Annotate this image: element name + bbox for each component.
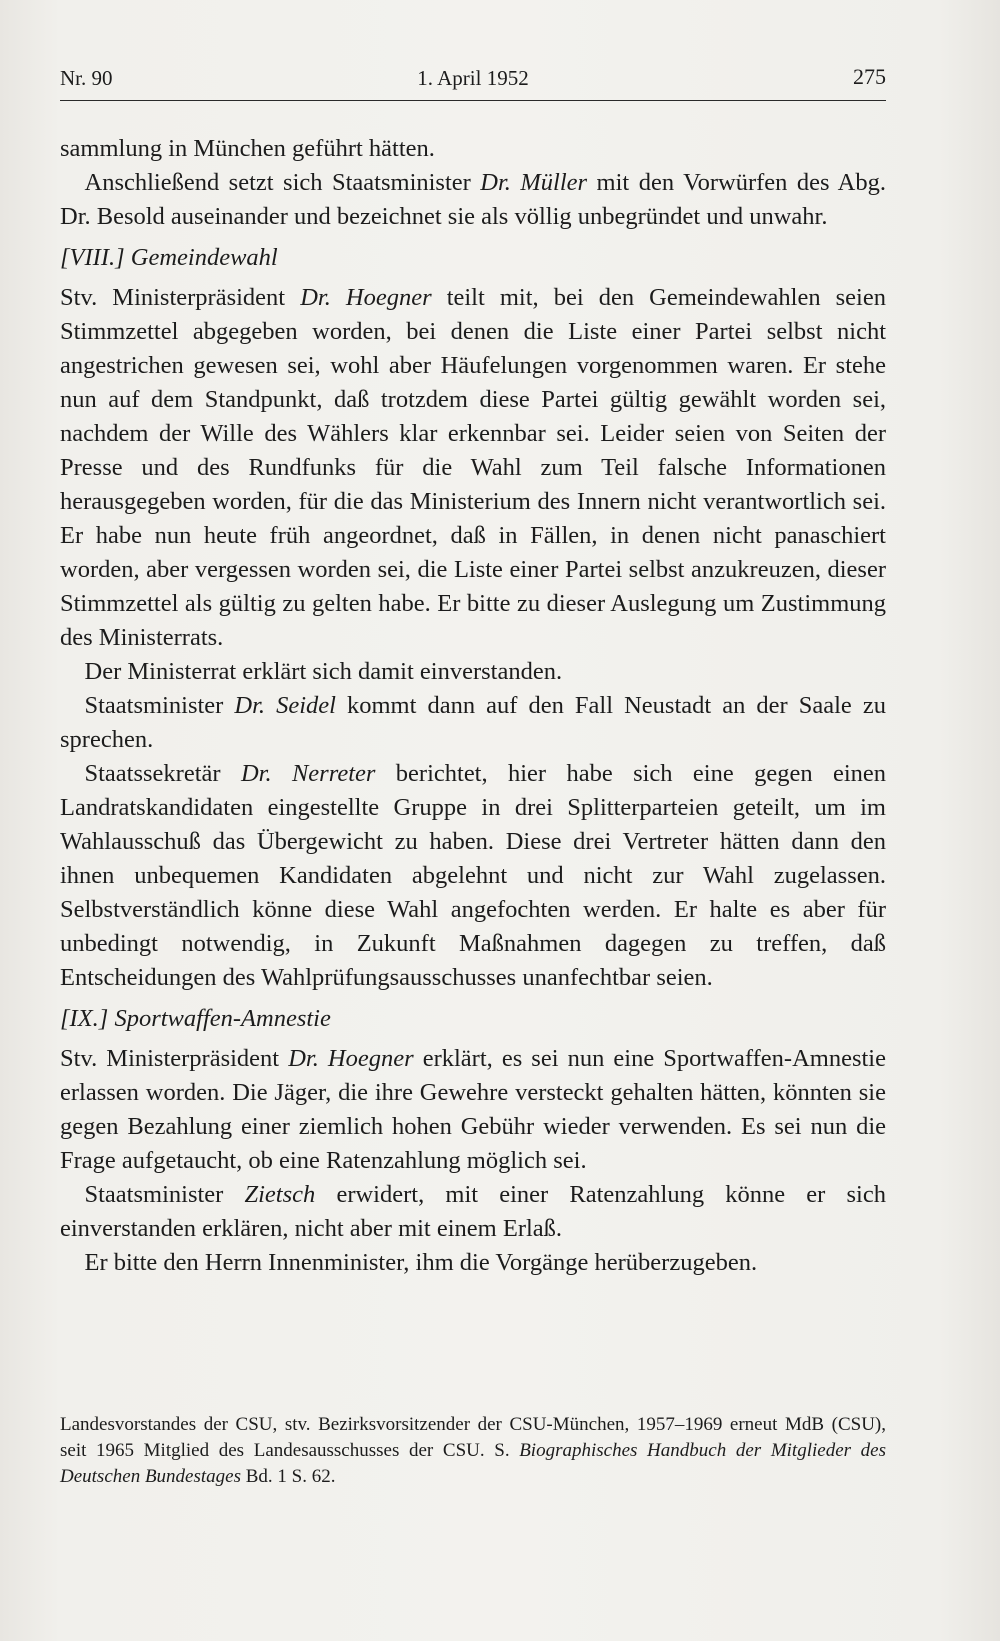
paragraph: Er bitte den Herrn Innenminister, ihm die Vorgänge herüberzugeben. bbox=[84, 1249, 758, 1276]
person-name: Zietsch bbox=[244, 1181, 316, 1208]
person-name: Dr. Hoegner bbox=[288, 1045, 414, 1072]
paragraph: sammlung in München geführt hätten. bbox=[60, 135, 435, 162]
main-text bbox=[60, 132, 886, 1280]
paragraph: Der Ministerrat erklärt sich damit einverstanden. bbox=[84, 658, 563, 685]
section-heading: [VIII.] Gemeindewahl bbox=[60, 244, 278, 271]
running-header bbox=[60, 60, 886, 101]
person-name: Dr. Seidel bbox=[234, 692, 336, 719]
paragraph: Staatsminister Dr. Seidel kommt dann auf den Fall Neustadt an der Saale zu sprechen. bbox=[60, 692, 886, 753]
paragraph: Staatsminister Zietsch erwidert, mit einer Ratenzahlung könne er sich einverstanden erklären, nicht aber mit einem Erlaß. bbox=[60, 1181, 886, 1242]
header-date: 1. April 1952 bbox=[417, 66, 529, 90]
book-title: Biographisches Handbuch der Mitglieder des Deutschen Bundestages bbox=[60, 1440, 886, 1487]
paragraph: Staatssekretär Dr. Nerreter berichtet, hier habe sich eine gegen einen Landratskandidaten eingestellte Gruppe in drei Splitterparteien geteilt, um im Wahlausschuß das Übergewicht zu haben. Diese drei Vertreter hätten dann den ihnen unbequemen Kandidaten abgelehnt und nicht zur Wahl zugelassen. Selbstverständlich könne diese Wahl angefochten werden. Er halte es aber für unbedingt notwendig, in Zukunft Maßnahmen dagegen zu treffen, daß Entscheidungen des Wahlprüfungsausschusses unanfechtbar seien. bbox=[60, 760, 887, 991]
footnote: Landesvorstandes der CSU, stv. Bezirksvorsitzender der CSU-München, 1957–1969 erneut MdB (CSU), seit 1965 Mitglied des Landesausschusses der CSU. S. Biographisches Handbuch der Mitglieder des Deutschen Bundestages Bd. 1 S. 62. bbox=[60, 1414, 886, 1487]
paragraph: Anschließend setzt sich Staatsminister Dr. Müller mit den Vorwürfen des Abg. Dr. Besold auseinander und bezeichnet sie als völlig unbegründet und unwahr. bbox=[60, 169, 886, 230]
person-name: Dr. Müller bbox=[480, 169, 588, 196]
person-name: Dr. Nerreter bbox=[240, 760, 376, 787]
paragraph: Stv. Ministerpräsident Dr. Hoegner erklärt, es sei nun eine Sportwaffen-Amnestie erlassen worden. Die Jäger, die ihre Gewehre versteckt gehalten hätten, könnten sie gegen Bezahlung einer ziemlich hohen Gebühr wieder verwenden. Es sei nun die Frage aufgetaucht, ob eine Ratenzahlung möglich sei. bbox=[60, 1045, 886, 1174]
issue-number: Nr. 90 bbox=[60, 66, 113, 90]
section-heading: [IX.] Sportwaffen-Amnestie bbox=[60, 1005, 331, 1032]
paragraph: Stv. Ministerpräsident Dr. Hoegner teilt mit, bei den Gemeindewahlen seien Stimmzettel abgegeben worden, bei denen die Liste einer Partei selbst nicht angestrichen gewesen sei, wohl aber Häufelungen vorgenommen waren. Er stehe nun auf dem Standpunkt, daß trotzdem diese Partei gültig gewählt worden sei, nachdem der Wille des Wählers klar erkennbar sei. Leider seien von Seiten der Presse und des Rundfunks für die Wahl zum Teil falsche Informationen herausgegeben worden, für die das Ministerium des Innern nicht verantwortlich sei. Er habe nun heute früh angeordnet, daß in Fällen, in denen nicht panaschiert worden, aber vergessen worden sei, die Liste einer Partei selbst anzukreuzen, dieser Stimmzettel als gültig zu gelten habe. Er bitte zu dieser Auslegung um Zustimmung des Ministerrats. bbox=[60, 284, 886, 651]
person-name: Dr. Hoegner bbox=[300, 284, 432, 311]
page-number: 275 bbox=[853, 64, 886, 89]
